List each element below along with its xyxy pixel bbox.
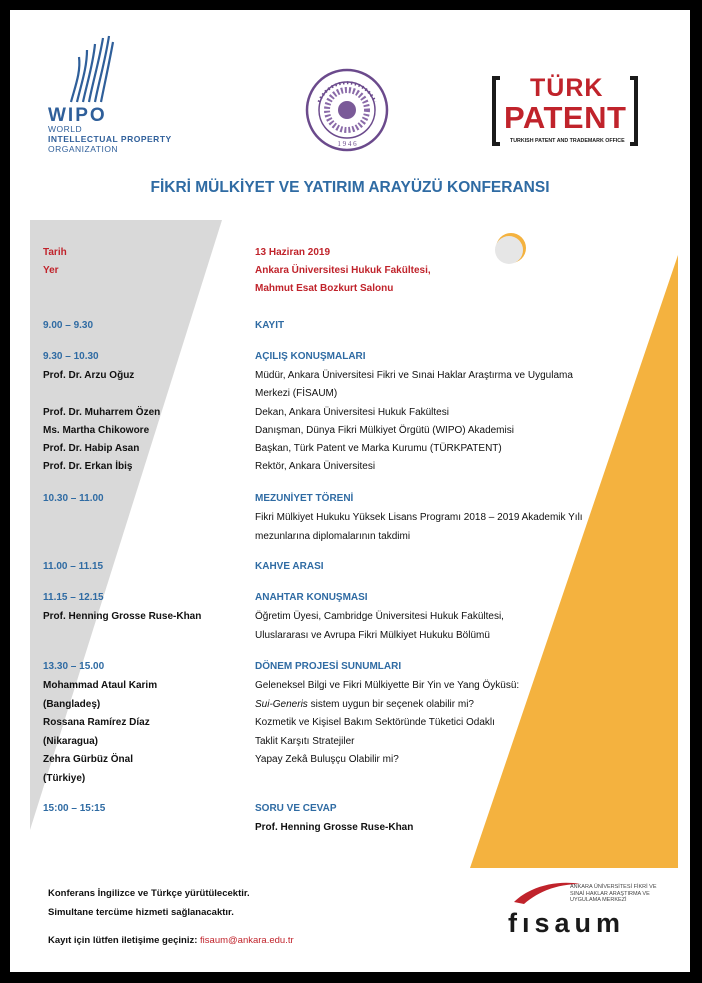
presenter-3-country: (Türkiye)	[43, 773, 86, 784]
time-qa: 15:00 – 15:15	[43, 803, 106, 814]
wipo-logo-icon	[65, 32, 115, 104]
conference-title: FİKRİ MÜLKİYET VE YATIRIM ARAYÜZÜ KONFERANSI	[150, 179, 550, 196]
date-label: Tarih	[43, 247, 67, 258]
speaker-3: Ms. Martha Chikowore	[43, 425, 150, 436]
speaker-5: Prof. Dr. Erkan İbiş	[43, 461, 133, 472]
speaker-1-role-line-2: Merkezi (FİSAUM)	[255, 388, 338, 399]
heading-projects: DÖNEM PROJESİ SUNUMLARI	[255, 661, 402, 672]
patent-word: PATENT	[504, 100, 627, 135]
venue-label: Yer	[43, 265, 59, 276]
time-graduation: 10.30 – 11.00	[43, 493, 104, 504]
orange-triangle	[470, 255, 678, 868]
heading-registration: KAYIT	[255, 320, 285, 331]
time-opening: 9.30 – 10.30	[43, 351, 99, 362]
presenter-2-country: (Nikaragua)	[43, 736, 99, 747]
qa-moderator: Prof. Henning Grosse Ruse-Khan	[255, 822, 414, 833]
project-3-title: Yapay Zekâ Buluşçu Olabilir mi?	[255, 754, 399, 765]
keynote-speaker: Prof. Henning Grosse Ruse-Khan	[43, 611, 202, 622]
project-2-title-line-1: Kozmetik ve Kişisel Bakım Sektöründe Tüketici Odaklı	[255, 717, 495, 728]
speaker-2: Prof. Dr. Muharrem Özen	[43, 407, 161, 418]
footer-translation-note: Simultane tercüme hizmeti sağlanacaktır.	[48, 907, 234, 918]
presenter-1-country: (Bangladeş)	[43, 699, 101, 710]
speaker-4: Prof. Dr. Habip Asan	[43, 443, 140, 454]
wipo-wordmark: WIPO	[48, 105, 107, 126]
ankara-university-seal-icon	[305, 68, 389, 152]
svg-text:1 9 4 6: 1 9 4 6	[337, 140, 357, 148]
presenter-1-name: Mohammad Ataul Karim	[43, 680, 158, 691]
speaker-2-role: Dekan, Ankara Üniversitesi Hukuk Fakültesi	[255, 407, 449, 418]
project-2-title-line-2: Taklit Karşıtı Stratejiler	[255, 736, 355, 747]
footer-contact: Kayıt için lütfen iletişime geçiniz: fisaum@ankara.edu.tr	[48, 935, 294, 946]
date-value: 13 Haziran 2019	[255, 247, 331, 258]
speaker-4-role: Başkan, Türk Patent ve Marka Kurumu (TÜRKPATENT)	[255, 443, 502, 454]
fisaum-wordmark: fısaum	[508, 908, 626, 938]
keynote-role-line-2: Uluslararası ve Avrupa Fikri Mülkiyet Hukuku Bölümü	[255, 630, 490, 641]
speaker-1: Prof. Dr. Arzu Oğuz	[43, 370, 135, 381]
poster	[10, 10, 690, 972]
turk-patent-subtitle: TURKISH PATENT AND TRADEMARK OFFICE	[510, 138, 625, 144]
speaker-1-role-line-1: Müdür, Ankara Üniversitesi Fikri ve Sınai Haklar Araştırma ve Uygulama	[255, 370, 573, 381]
grey-circle-accent	[495, 236, 523, 264]
time-projects: 13.30 – 15.00	[43, 661, 105, 672]
keynote-role-line-1: Öğretim Üyesi, Cambridge Üniversitesi Hukuk Fakültesi,	[255, 611, 504, 622]
footer-language-note: Konferans İngilizce ve Türkçe yürütülecektir.	[48, 888, 250, 899]
time-registration: 9.00 – 9.30	[43, 320, 94, 331]
speaker-3-role: Danışman, Dünya Fikri Mülkiyet Örgütü (WIPO) Akademisi	[255, 425, 514, 436]
heading-qa: SORU VE CEVAP	[255, 803, 337, 814]
heading-coffee-break: KAHVE ARASI	[255, 561, 324, 572]
time-keynote: 11.15 – 12.15	[43, 592, 104, 603]
presenter-3-name: Zehra Gürbüz Önal	[43, 754, 134, 765]
fisaum-subtitle: ANKARA ÜNİVERSİTESİ FİKRİ VE SINAİ HAKLAR ARAŞTIRMA VE UYGULAMA MERKEZİ	[570, 884, 657, 903]
heading-keynote: ANAHTAR KONUŞMASI	[255, 592, 368, 603]
heading-opening: AÇILIŞ KONUŞMALARI	[255, 351, 366, 362]
venue-line-1: Ankara Üniversitesi Hukuk Fakültesi,	[255, 265, 431, 276]
heading-graduation: MEZUNİYET TÖRENİ	[255, 493, 354, 504]
contact-email-link[interactable]: fisaum@ankara.edu.tr	[200, 935, 294, 946]
time-coffee-break: 11.00 – 11.15	[43, 561, 104, 572]
turk-word: TÜRK	[530, 74, 604, 102]
venue-line-2: Mahmut Esat Bozkurt Salonu	[255, 283, 394, 294]
graduation-desc-line-2: mezunlarına diplomalarının takdimi	[255, 531, 411, 542]
project-1-title-line-2: Sui-Generis sistem uygun bir seçenek olabilir mi?	[255, 699, 474, 710]
wipo-subtitle: WORLD INTELLECTUAL PROPERTY ORGANIZATION	[48, 124, 172, 154]
project-1-title-line-1: Geleneksel Bilgi ve Fikri Mülkiyette Bir Yin ve Yang Öyküsü:	[255, 680, 520, 691]
speaker-5-role: Rektör, Ankara Üniversitesi	[255, 461, 376, 472]
presenter-2-name: Rossana Ramírez Díaz	[43, 717, 150, 728]
graduation-desc-line-1: Fikri Mülkiyet Hukuku Yüksek Lisans Programı 2018 – 2019 Akademik Yılı	[255, 512, 583, 523]
